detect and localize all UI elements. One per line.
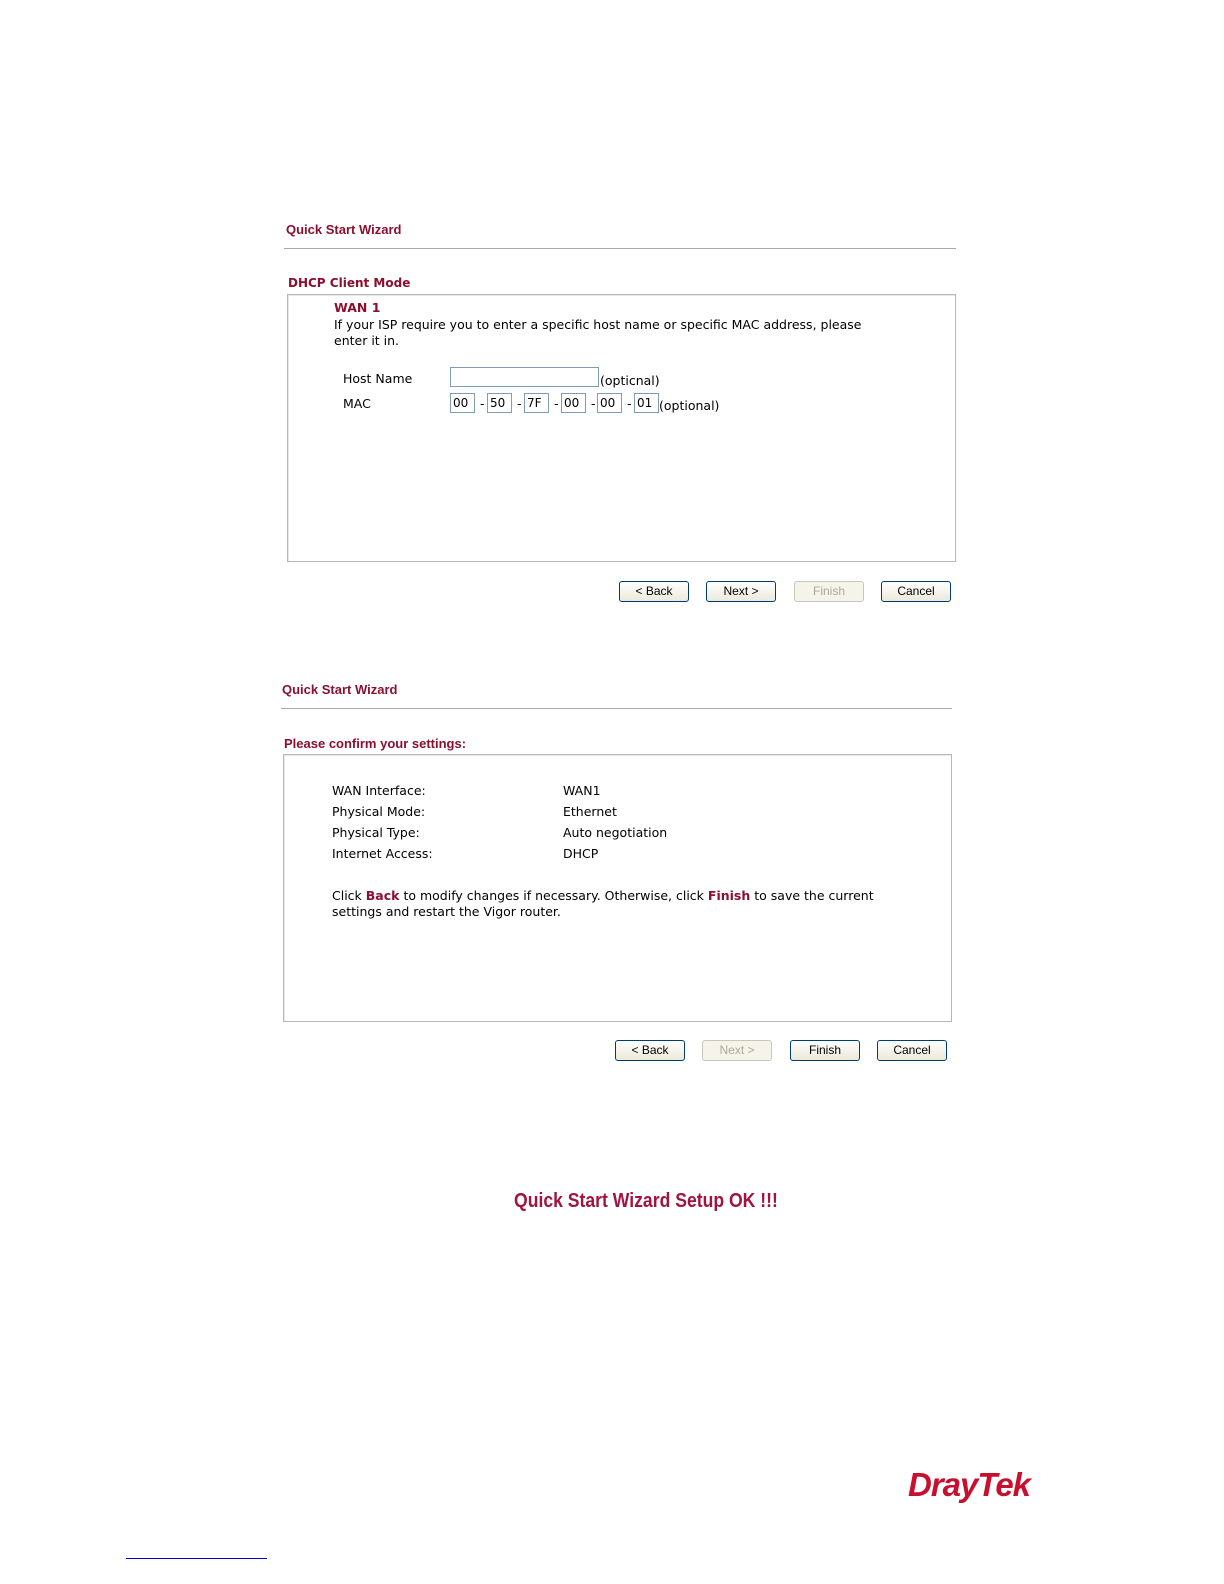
cancel-button[interactable]: Cancel [877, 1040, 947, 1061]
instruction-text-line2: enter it in. [334, 333, 400, 348]
title-divider-1 [284, 248, 956, 249]
note-back-keyword: Back [365, 888, 400, 903]
summary-value-wan-interface: WAN1 [563, 783, 601, 798]
back-button[interactable]: < Back [619, 581, 689, 602]
title-divider-2 [281, 708, 952, 709]
summary-label-internet-access: Internet Access: [332, 846, 433, 861]
confirm-note-line1 [332, 888, 874, 903]
mac-label: MAC [343, 396, 371, 411]
setup-ok-message: Quick Start Wizard Setup OK !!! [514, 1190, 778, 1212]
mac-separator: - [517, 396, 522, 411]
wizard-title-1: Quick Start Wizard [286, 222, 402, 237]
wizard-title-2: Quick Start Wizard [282, 682, 398, 697]
note-finish-keyword: Finish [707, 888, 751, 903]
summary-value-physical-mode: Ethernet [563, 804, 617, 819]
wan-label: WAN 1 [334, 300, 381, 315]
mac-separator: - [627, 396, 632, 411]
summary-label-wan-interface: WAN Interface: [332, 783, 426, 798]
section-title-dhcp: DHCP Client Mode [288, 276, 411, 290]
section-title-confirm: Please confirm your settings: [284, 736, 467, 751]
back-button[interactable]: < Back [615, 1040, 685, 1061]
footer-link-underline[interactable] [126, 1558, 267, 1559]
draytek-logo: DrayTek [908, 1466, 1031, 1503]
finish-button[interactable]: Finish [790, 1040, 860, 1061]
note-text: Click [332, 888, 362, 903]
instruction-text-line1: If your ISP require you to enter a specific host name or specific MAC address, please [334, 317, 862, 332]
note-text: to save the current [754, 888, 874, 903]
mac-separator: - [480, 396, 485, 411]
next-button-disabled: Next > [702, 1040, 772, 1061]
mac-octet-1-input[interactable] [450, 393, 475, 413]
mac-separator: - [591, 396, 596, 411]
summary-label-physical-type: Physical Type: [332, 825, 420, 840]
mac-octet-4-input[interactable] [561, 393, 586, 413]
next-button[interactable]: Next > [706, 581, 776, 602]
summary-label-physical-mode: Physical Mode: [332, 804, 426, 819]
summary-value-physical-type: Auto negotiation [563, 825, 668, 840]
host-name-input[interactable] [450, 367, 599, 387]
mac-optional: (optional) [659, 398, 720, 413]
cancel-button[interactable]: Cancel [881, 581, 951, 602]
summary-value-internet-access: DHCP [563, 846, 599, 861]
host-name-label: Host Name [343, 371, 413, 386]
mac-octet-6-input[interactable] [634, 393, 659, 413]
mac-octet-3-input[interactable] [524, 393, 549, 413]
finish-button-disabled: Finish [794, 581, 864, 602]
mac-octet-5-input[interactable] [597, 393, 622, 413]
confirm-note-line2: settings and restart the Vigor router. [332, 904, 561, 919]
host-name-optional: (opticnal) [600, 373, 660, 388]
mac-separator: - [554, 396, 559, 411]
mac-octet-2-input[interactable] [487, 393, 512, 413]
note-text: to modify changes if necessary. Otherwise, click [403, 888, 704, 903]
